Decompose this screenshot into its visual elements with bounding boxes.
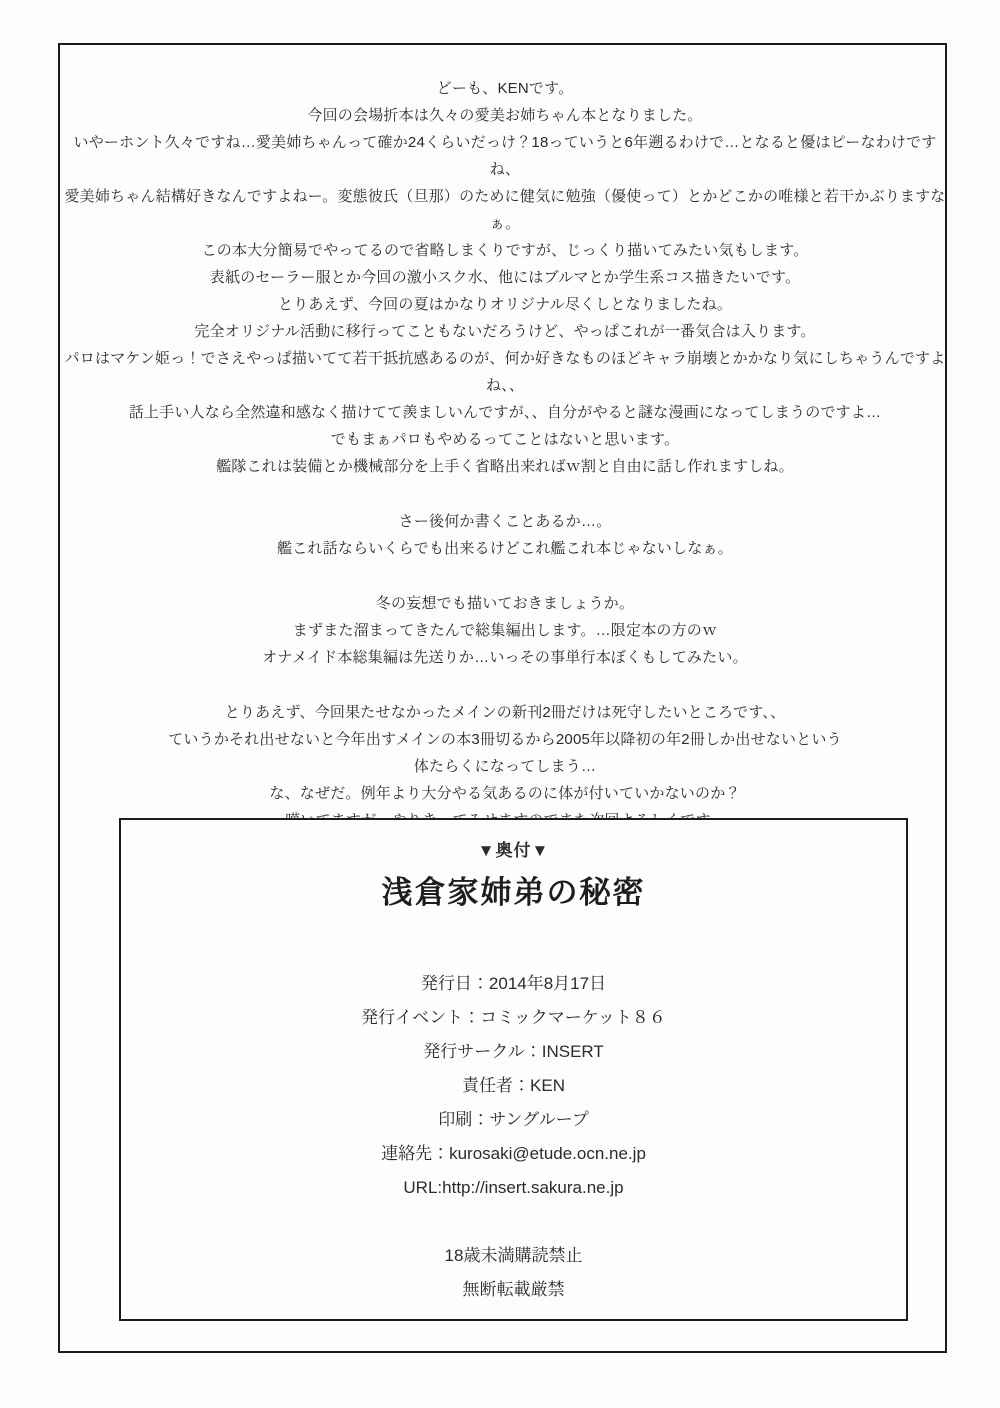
- colophon-event: 発行イベント：コミックマーケット８６: [361, 1008, 666, 1027]
- afterword-line: 表紙のセーラー服とか今回の激小スク水、他にはブルマとか学生系コス描きたいです。: [209, 269, 801, 286]
- afterword-line: とりあえず、今回果たせなかったメインの新刊2冊だけは死守したいところです、、: [224, 704, 786, 721]
- afterword-line: 冬の妄想でも描いておきましょうか。: [375, 595, 635, 612]
- afterword-line: でもまぁパロもやめるってことはないと思います。: [330, 431, 680, 448]
- colophon-reprint-notice: 無断転載厳禁: [462, 1280, 565, 1299]
- afterword-line: パロはマケン姫っ！でさえやっぱ描いてて若干抵抗感あるのが、何か好きなものほどキャラ崩壊とかかなり気にしちゃうんですよね、、: [64, 350, 946, 394]
- afterword-paragraph: [60, 75, 950, 480]
- colophon-title: 浅倉家姉弟の秘密: [381, 875, 646, 910]
- colophon-url: URL:http://insert.sakura.ne.jp: [403, 1178, 624, 1197]
- afterword-line: 今回の会場折本は久々の愛美お姉ちゃん本となりました。: [307, 107, 703, 124]
- afterword-line: 艦これ話ならいくらでも出来るけどこれ艦これ本じゃないしなぁ。: [277, 540, 733, 557]
- afterword-line: な、なぜだ。例年より大分やる気あるのに体が付いていかないのか？: [269, 785, 741, 802]
- colophon-notices: [121, 1239, 906, 1307]
- afterword-line: ていうかそれ出せないと今年出すメインの本3冊切るから2005年以降初の年2冊しか出せないという: [168, 731, 842, 748]
- colophon-box: [119, 818, 908, 1321]
- afterword-line: 完全オリジナル活動に移行ってこともないだろうけど、やっぱこれが一番気合は入ります。: [194, 323, 816, 340]
- afterword-line: どーも、KENです。: [436, 80, 574, 97]
- afterword-line: この本大分簡易でやってるので省略しまくりですが、じっくり描いてみたい気もします。: [201, 242, 809, 259]
- afterword-line: まずまた溜まってきたんで総集編出します。…限定本の方のｗ: [292, 622, 718, 639]
- colophon-contact-email: 連絡先：kurosaki@etude.ocn.ne.jp: [381, 1144, 646, 1163]
- colophon-heading: ▼奥付▼: [477, 841, 550, 860]
- afterword-line: いやーホント久々ですね…愛美姉ちゃんって確か24くらいだっけ？18っていうと6年遡るわけで…となると優はピーなわけですね、: [73, 134, 937, 178]
- afterword-line: 体たらくになってしまう…: [413, 758, 597, 775]
- colophon-details: [121, 967, 906, 1205]
- afterword-line: 艦隊これは装備とか機械部分を上手く省略出来ればｗ割と自由に話し作れますしね。: [216, 458, 794, 475]
- afterword-line: オナメイド本総集編は先送りか…いっその事単行本ぼくもしてみたい。: [262, 649, 748, 666]
- afterword-text: [60, 75, 950, 834]
- afterword-paragraph: [60, 508, 950, 562]
- afterword-line: 話上手い人なら全然違和感なく描けてて羨ましいんですが、、自分がやると謎な漫画になってしまうのですよ…: [128, 404, 882, 421]
- afterword-paragraph: [60, 699, 950, 834]
- colophon-circle: 発行サークル：INSERT: [423, 1042, 604, 1061]
- afterword-line: 愛美姉ちゃん結構好きなんですよねー。変態彼氏（旦那）のために健気に勉強（優使って）とかどこかの唯様と若干かぶりますなぁ。: [64, 188, 946, 232]
- colophon-printer: 印刷：サングループ: [438, 1110, 589, 1129]
- colophon-age-notice: 18歳未満購読禁止: [444, 1246, 583, 1265]
- afterword-paragraph: [60, 590, 950, 671]
- colophon-author: 責任者：KEN: [462, 1076, 565, 1095]
- afterword-line: とりあえず、今回の夏はかなりオリジナル尽くしとなりましたね。: [277, 296, 733, 313]
- colophon-publish-date: 発行日：2014年8月17日: [420, 974, 607, 993]
- afterword-line: さー後何か書くことあるか…。: [398, 513, 612, 530]
